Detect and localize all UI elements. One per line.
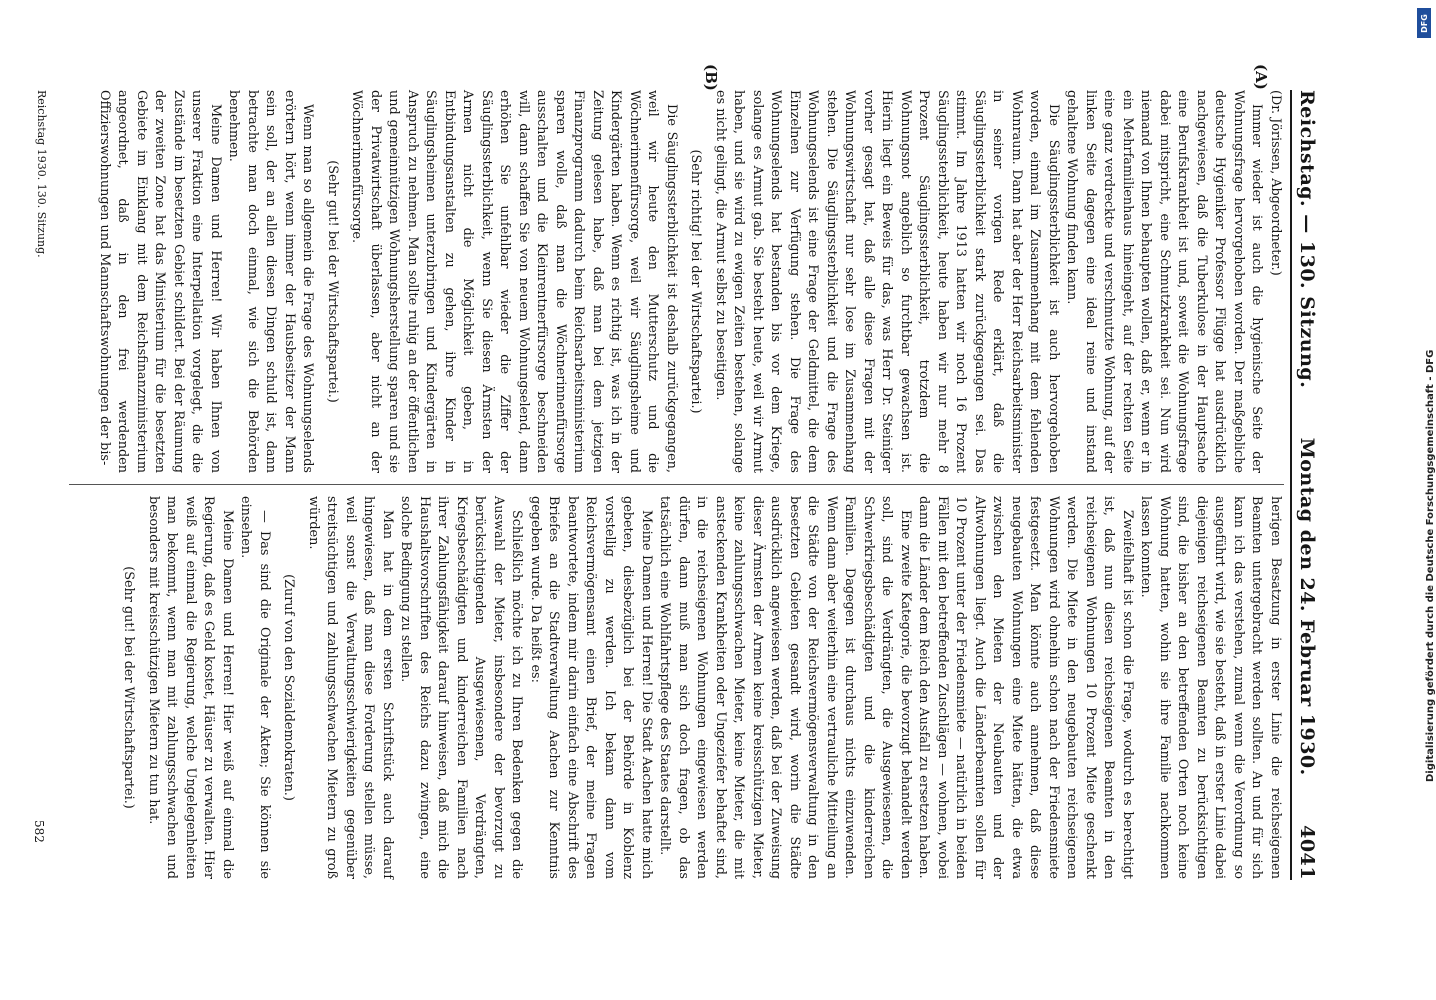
- signature-mark: 582: [32, 820, 46, 843]
- paragraph: Meine Damen und Herren! Die Stadt Aachen hatte mich gebeten, diesbezüglich bei der Behörde in Koblenz vorstellig zu werden. Ich bekam dann vom Reichsvermögensamt einen Brief, der meine Fragen beantwortete, indem mir darin einfach eine Abschrift des Briefes an die Stadtverwaltung Aachen zur Kenntnis gegeben wurde. Da heißt es:: [528, 496, 654, 879]
- interjection: (Sehr gut! bei der Wirtschaftspartei.): [121, 566, 137, 809]
- paragraph: Meine Damen und Herren! Hier weiß auf einmal die Regierung, daß es Geld kostet, Häuser zu verwalten. Hier weiß auf einmal die Regierung, welche Ungelegenheiten man bekommt, wenn man mit zahlungsschwachen und besonders mit kreisschützigen Mietern zu tun hat.: [146, 496, 235, 879]
- right-column: [64, 496, 1284, 879]
- paragraph: — Das sind die Originale der Akten; Sie können sie einsehen.: [238, 496, 272, 879]
- margin-marker-b: (B): [702, 64, 720, 91]
- margin-marker-a: (A): [1252, 64, 1270, 90]
- header-date: Montag den 24. Februar 1930.: [1296, 437, 1318, 776]
- paragraph: Immer wieder ist auch die hygienische Seite der Wohnungsfrage hervorgehoben worden. Der maßgebliche deutsche Hygieniker Professor Flügge hat ausdrücklich nachgewiesen, daß die Tuberkulose in der Hauptsache eine Berufskrankheit ist und, soweit die Wohnungsfrage dabei mitspricht, eine Schmutzkrankheit sei. Nun wird niemand von Ihnen behaupten wollen, daß er, wenn er in ein Mehrfamilienhaus hineingeht, auf der rechten Seite eine ganz verdreckte und verschmutzte Wohnung, auf der linken Seite dagegen eine ideal reine und instand gehaltene Wohnung finden kann.: [1064, 90, 1265, 473]
- interjection: (Sehr gut! bei der Wirtschaftspartei.): [325, 160, 340, 403]
- quotation: Schließlich möchte ich zu Ihren Bedenken gegen die Auswahl der Mieter, insbesondere der bevorzugt zu berücksichtigenden Ausgewiesenen, Verdrängten, Kriegsbeschädigten und kinderreichen Familien nach ihrer Zahlungsfähigkeit darauf hinweisen, daß mich die Haushaltsvorschriften des Reichs dazu zwingen, eine solche Bedingung zu stellen.: [398, 496, 525, 879]
- digitization-credit: Digitalisierung gefördert durch die Deutsche Forschungsgemeinschaft - DFG: [1425, 349, 1436, 782]
- column-divider: [69, 484, 1284, 485]
- interjection: (Sehr richtig! bei der Wirtschaftspartei.): [688, 149, 704, 414]
- dfg-logo-icon: DFG: [1417, 8, 1431, 38]
- paragraph: Wenn man so allgemein die Frage des Wohnungselends erörtern hört, wenn immer der Hausbesitzer der Mann sein soll, der an allen diesen Dingen schuld ist, dann betrachte man doch einmal, wie sich die Behörden benehmen.: [226, 90, 316, 473]
- left-column: [64, 90, 1284, 473]
- paragraph: Meine Damen und Herren! Wir haben Ihnen von unserer Fraktion eine Interpellation vorgelegt, die die Zustände im besetzten Gebiet schildert. Bei der Räumung der zweiten Zone hat das Ministerium für die besetzten Gebiete im Einklang mit dem Reichsfinanzministerium angeordnet, daß in den frei werdenden Offizierswohnungen und Mannschaftswohnungen der bis-: [97, 90, 223, 473]
- reichstag-page: [10, 60, 1330, 900]
- paragraph: Eine zweite Kategorie, die bevorzugt behandelt werden soll, sind die Verdrängten, die Ausgewiesenen, die Schwerkriegsbeschädigten und die kinderreichen Familien. Dagegen ist durchaus nichts einzuwenden. Wenn dann aber weiterhin eine vertrauliche Mitteilung an die Städte von der Reichsvermögensverwaltung in den besetzten Gebieten gesandt wird, worin die Städte ausdrücklich angewiesen werden, daß bei der Zuweisung dieser Ärmsten der Armen keine kreisschützigen Mieter, keine zahlungsschwachen Mieter, keine Mieter, die mit ansteckenden Krankheiten oder Ungeziefer behaftet sind, in die reichseigenen Wohnungen eingewiesen werden dürfen, dann muß man sich doch fragen, ob das tatsächlich eine Wohlfahrtspflege des Staates darstellt.: [657, 496, 913, 879]
- paragraph: Die Säuglingssterblichkeit ist deshalb zurückgegangen, weil wir heute den Mutterschutz und die Wöchnerinnenfürsorge, weil wir Säuglingsheime und Kindergärten haben. Wenn es richtig ist, was ich in der Zeitung gelesen habe, daß man bei dem jetzigen Finanzprogramm dadurch beim Reichsarbeitsministerium sparen wolle, daß man die Wöchnerinnenfürsorge ausschalten und die Kleinrentnerfürsorge beschneiden will, dann schaffen Sie von neuem Wohnungselend, dann erhöhen Sie unfehlbar wieder die Ziffer der Säuglingssterblichkeit, wenn Sie diesen Ärmsten der Armen nicht die Möglichkeit geben, in Entbindungsanstalten zu gehen, ihre Kinder in Säuglingsheimen unterzubringen und Kindergärten in Anspruch zu nehmen. Man sollte ruhig an der öffentlichen und gemeinnützigen Wohnungsherstellung sparen und sie der Privatwirtschaft überlassen, aber nicht an der Wöchnerinnenfürsorge.: [349, 90, 679, 473]
- paragraph: Die Säuglingssterblichkeit ist auch hervorgehoben worden, einmal im Zusammenhang mit dem fehlenden Wohnraum. Dann hat aber der Herr Reichsarbeitsminister in seiner vorigen Rede erklärt, daß die Säuglingssterblichkeit stark zurückgegangen sei. Das stimmt. Im Jahre 1913 hatten wir noch 16 Prozent Säuglingssterblichkeit, heute haben wir nur mehr 8 Prozent Säuglingssterblichkeit, trotzdem die Wohnungsnot angeblich so furchtbar gewachsen ist. Hierin liegt ein Beweis für das, was Herr Dr. Steiniger vorher gesagt hat, daß alle diese Fragen mit der Wohnungswirtschaft nur sehr lose im Zusammenhang stehen. Die Säuglingssterblichkeit und die Frage des Wohnungselends ist eine Frage der Geldmittel, die dem Einzelnen zur Verfügung stehen. Die Frage des Wohnungselends hat bestanden bis vor dem Kriege, solange es Armut gab. Sie besteht heute, weil wir Armut haben, und sie wird zu ewigen Zeiten bestehen, solange es nicht gelingt, die Armut selbst zu beseitigen.: [713, 90, 1061, 473]
- speaker-line: (Dr. Jörissen, Abgeordneter.): [1268, 90, 1283, 276]
- header-session: Reichstag. — 130. Sitzung.: [1296, 90, 1318, 389]
- page-header: [1290, 90, 1322, 880]
- interjection: (Zuruf von den Sozialdemokraten.): [281, 574, 297, 801]
- paragraph: Man hat in dem ersten Schriftstück auch darauf hingewiesen, daß man diese Forderung stellen müsse, weil sonst die Verwaltungsschwierigkeiten gegenüber streitsüchtigen und zahlungsschwachen Mietern zu groß würden.: [306, 496, 395, 879]
- page-footer: Reichstag 1930. 130. Sitzung.: [35, 90, 48, 258]
- header-page-number: 4041: [1296, 825, 1318, 880]
- paragraph: herigen Besatzung in erster Linie die reichseigenen Beamten untergebracht werden sollten. An und für sich kann ich das verstehen, zumal wenn die Verordnung so ausgeführt wird, wie sie besteht, daß in erster Linie dabei diejenigen reichseigenen Beamten zu berücksichtigen sind, die bisher an den betreffenden Orten noch keine Wohnung hatten, wohin sie ihre Familie nachkommen lassen konnten.: [1138, 496, 1283, 879]
- paragraph: Zweifelhaft ist schon die Frage, wodurch es berechtigt ist, daß nun diesen reichseigenen Beamten in den reichseigenen Wohnungen 10 Prozent Miete geschenkt werden. Die Miete in den neugebauten reichseigenen Wohnungen wird ohnehin schon nach der Friedensmiete festgesetzt. Man könnte auch annehmen, daß diese neugebauten Wohnungen eine Miete hätten, die etwa zwischen den Mieten der Neubauten und der Altwohnungen liegt. Auch die Länderbeamten sollen für 10 Prozent unter der Friedensmiete — natürlich in beiden Fällen mit den betreffenden Zuschlägen — wohnen, wobei dann die Länder dem Reich den Ausfall zu ersetzen haben.: [916, 496, 1135, 879]
